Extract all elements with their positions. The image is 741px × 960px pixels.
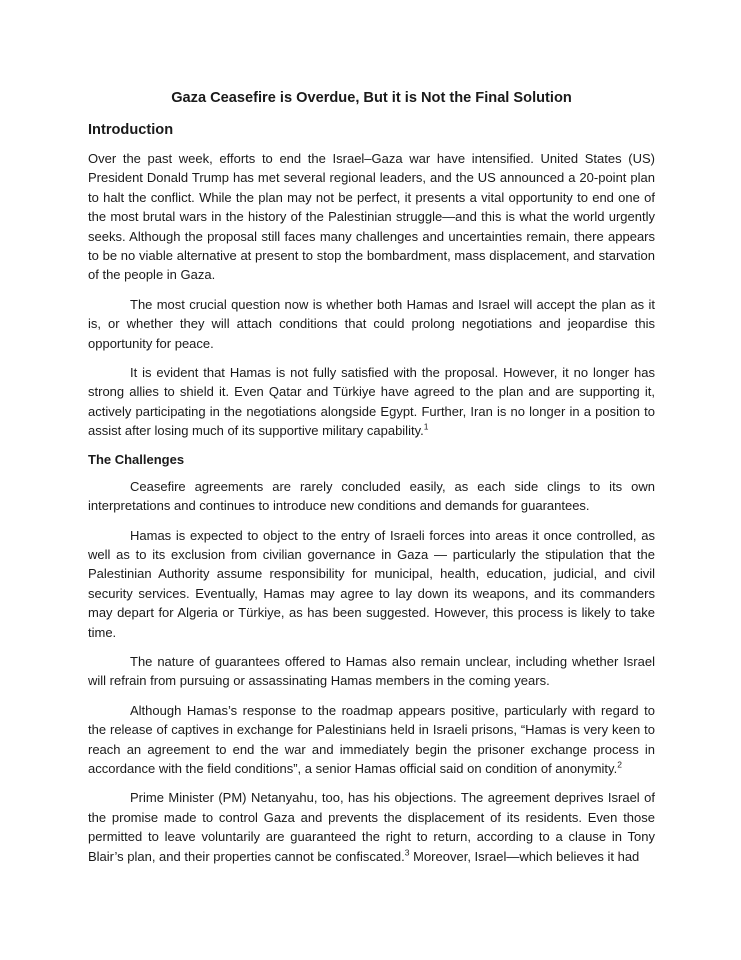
paragraph-6-text: The nature of guarantees offered to Hamas also remain unclear, including whether Israel will refrain from pursuing or assassinating Hamas members in the coming years. — [88, 653, 655, 689]
paragraph-8-text-a: Prime Minister (PM) Netanyahu, too, has his objections. The agreement deprives Israel of the promise made to control Gaza and prevents the displacement of its residents. Even those permitted to leave voluntarily are guaranteed the right to return, according to a clause in Tony Blair’s plan, and their properties cannot be confiscated. — [88, 790, 655, 864]
footnote-marker-1: 1 — [423, 421, 429, 432]
paragraph-6 — [88, 652, 655, 691]
paragraph-5-text: Hamas is expected to object to the entry of Israeli forces into areas it once controlled, as well as to its exclusion from civilian governance in Gaza — particularly the stipulation that the Palestinian Authority assume responsibility for municipal, health, education, judicial, and civil security services. Eventually, Hamas may agree to lay down its weapons, and its commanders may depart for Algeria or Türkiye, as has been suggested. However, this process is likely to take time. — [88, 527, 655, 640]
paragraph-8-text-b: Moreover, Israel—which believes it had — [409, 848, 640, 864]
section-heading-introduction: Introduction — [88, 122, 174, 138]
paragraph-1 — [88, 149, 655, 285]
paragraph-4-text: Ceasefire agreements are rarely concluded easily, as each side clings to its own interpretations and continues to introduce new conditions and demands for guarantees. — [88, 478, 655, 514]
paragraph-5 — [88, 526, 655, 642]
paragraph-7-text: Although Hamas’s response to the roadmap appears positive, particularly with regard to the release of captives in exchange for Palestinians held in Israeli prisons, “Hamas is very keen to reach an agreement to end the war and immediately begin the prisoner exchange process in accordance with the field conditions”, a senior Hamas official said on condition of anonymity. — [88, 702, 655, 776]
paragraph-2-text: The most crucial question now is whether both Hamas and Israel will accept the plan as it is, or whether they will attach conditions that could prolong negotiations and jeopardise this opportunity for peace. — [88, 296, 655, 351]
paragraph-2 — [88, 295, 655, 353]
footnote-marker-2: 2 — [617, 759, 622, 770]
document-title: Gaza Ceasefire is Overdue, But it is Not the Final Solution — [171, 90, 572, 106]
paragraph-1-text: Over the past week, efforts to end the Israel–Gaza war have intensified. United States (US) President Donald Trump has met several regional leaders, and the US announced a 20-point plan to halt the conflict. While the plan may not be perfect, it presents a vital opportunity to end one of the most brutal wars in the history of the Palestinian struggle—and this is what the world urgently seeks. Although the proposal still faces many challenges and uncertainties remain, there appears to be no viable alternative at present to stop the bombardment, mass displacement, and starvation of the people in Gaza. — [88, 151, 655, 283]
section-heading-challenges: The Challenges — [88, 451, 185, 467]
paragraph-7 — [88, 701, 655, 779]
paragraph-4 — [88, 477, 655, 516]
paragraph-3-text: It is evident that Hamas is not fully satisfied with the proposal. However, it no longer has strong allies to shield it. Even Qatar and Türkiye have agreed to the plan and are supporting it, actively participating in the negotiations alongside Egypt. Further, Iran is no longer in a position to assist after losing much of its supportive military capability. — [88, 365, 655, 439]
paragraph-8 — [88, 788, 655, 866]
footnote-marker-3: 3 — [404, 847, 410, 858]
paragraph-3 — [88, 363, 655, 441]
